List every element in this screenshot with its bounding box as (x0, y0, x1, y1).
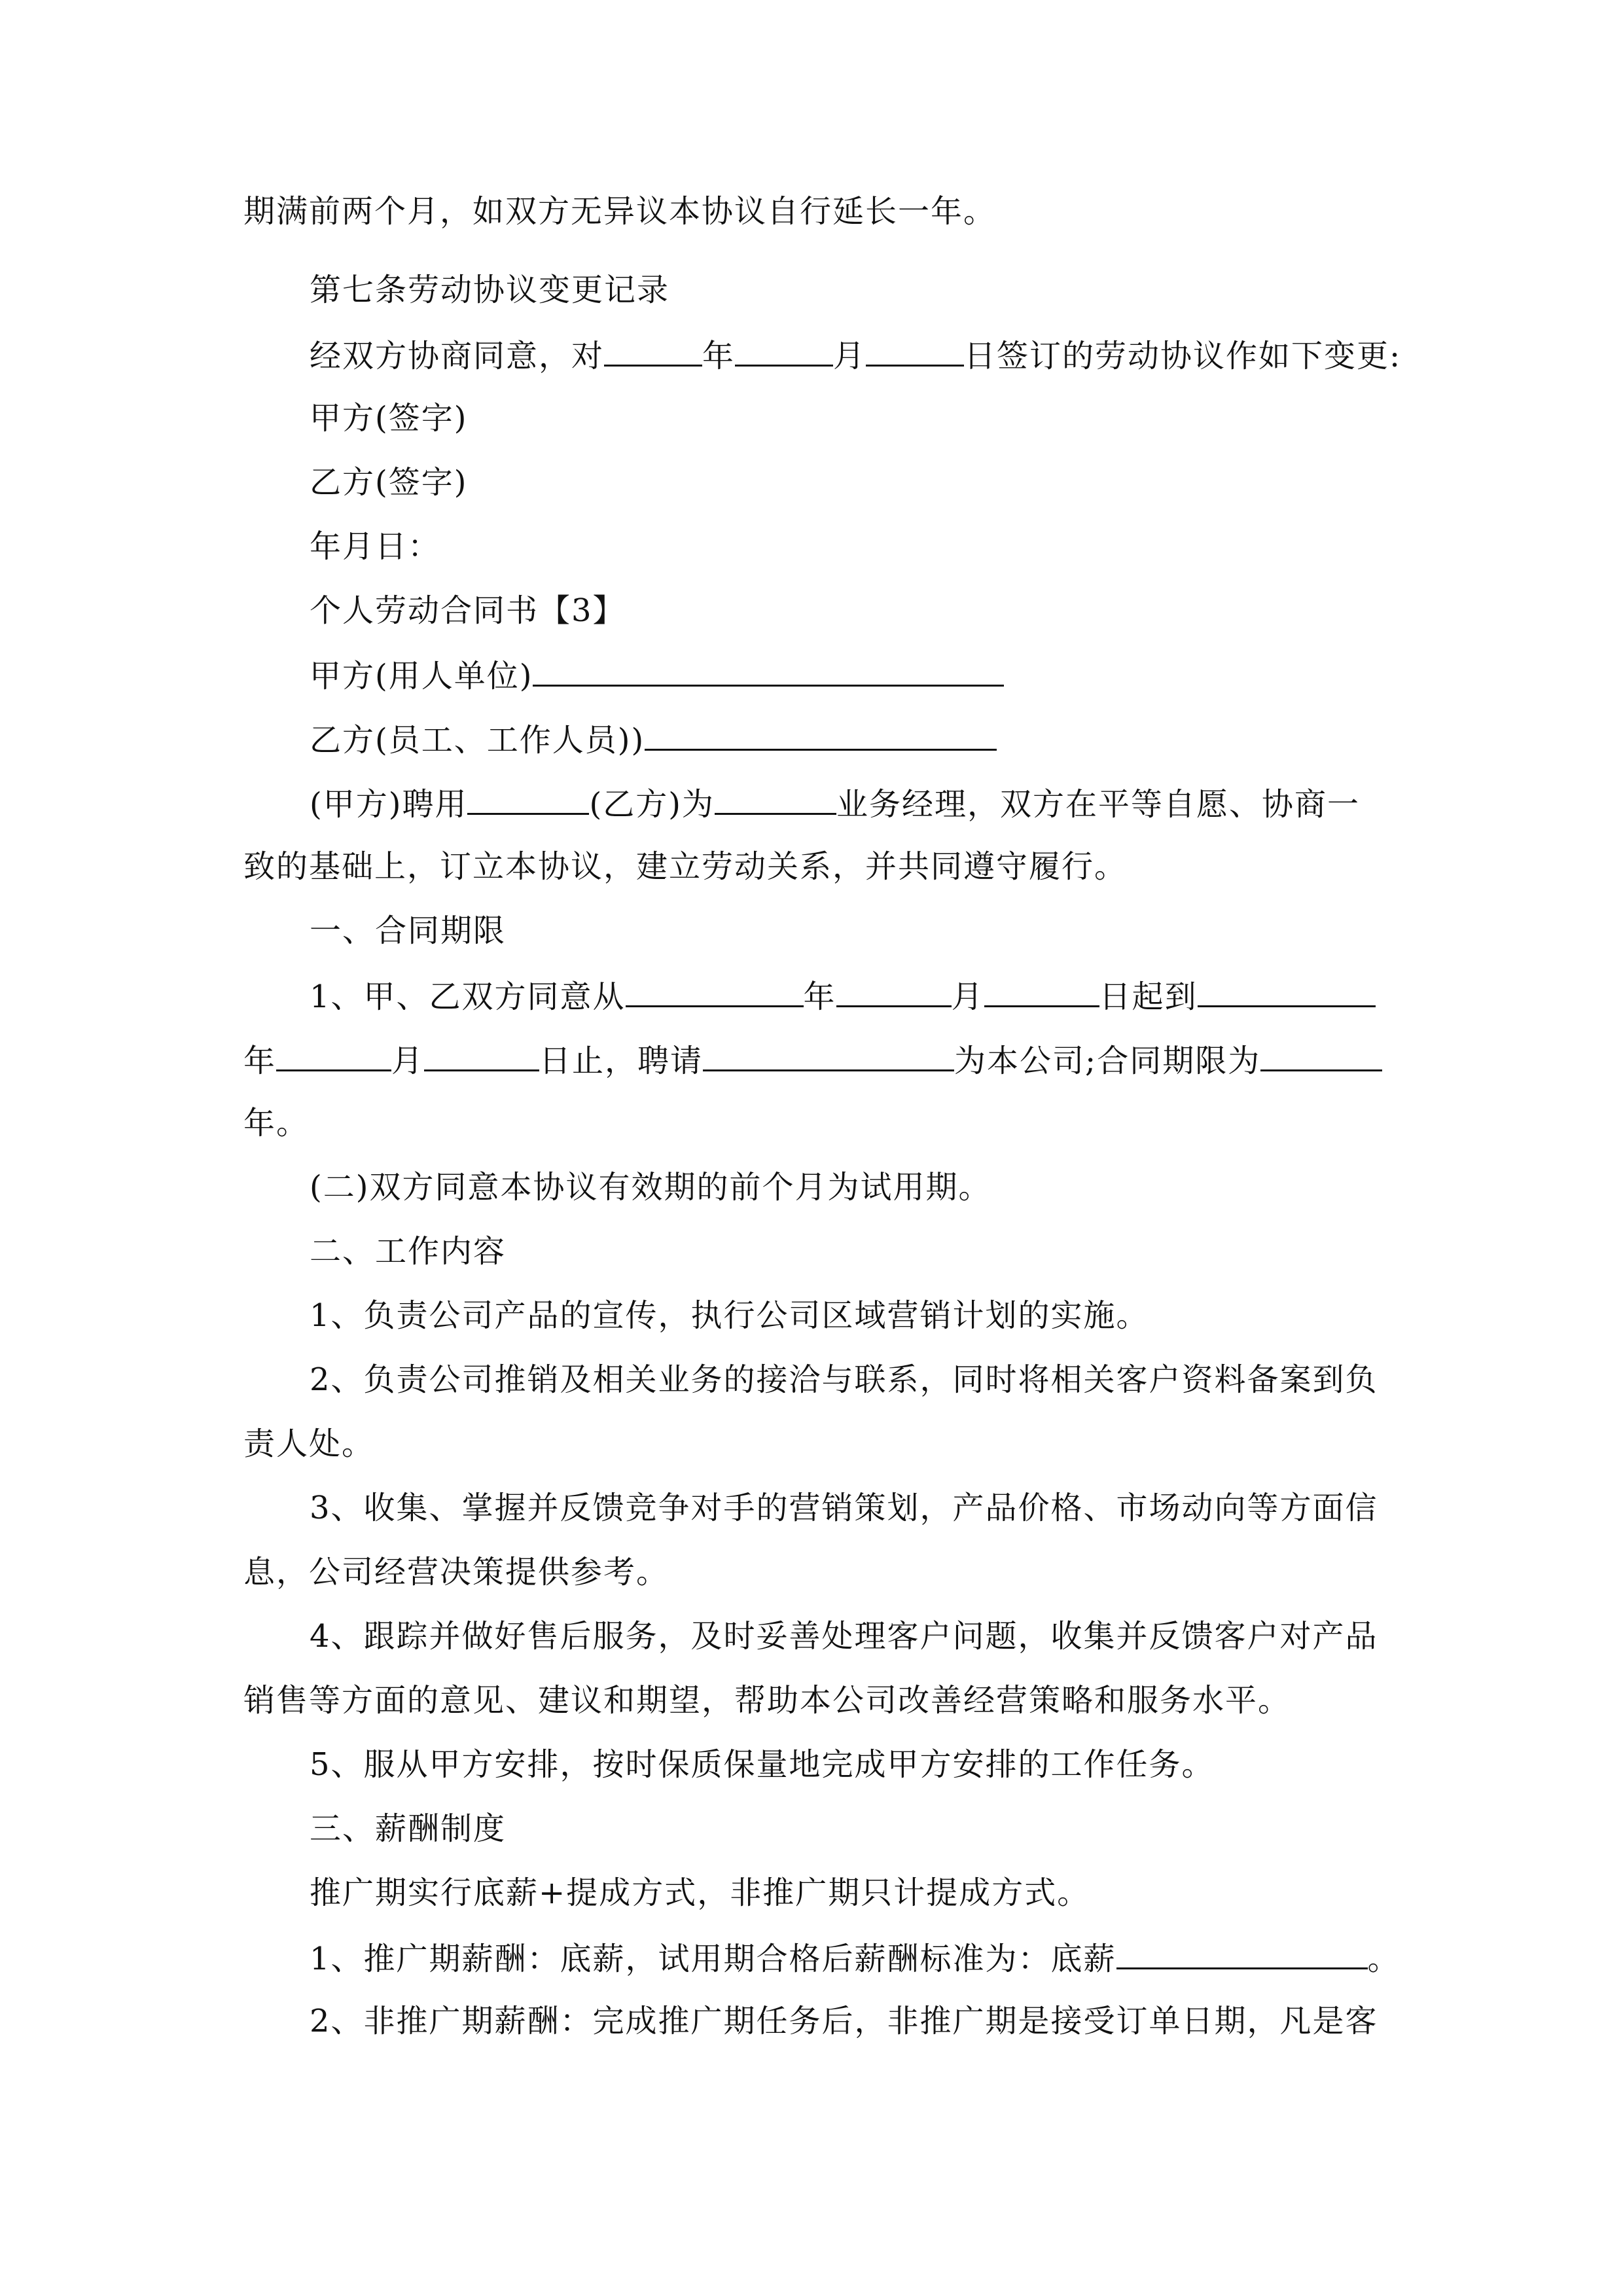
document-title: 个人劳动合同书【3】 (310, 592, 626, 629)
line-text: (乙方)为 (589, 786, 715, 823)
line-text: 1、甲、乙双方同意从 (310, 978, 626, 1015)
paragraph-line: 推广期实行底薪+提成方式，非推广期只计提成方式。 (310, 1874, 1090, 1911)
paragraph-line: 5、服从甲方安排，按时保质保量地完成甲方安排的工作任务。 (310, 1746, 1215, 1783)
signature-line: 乙方(签字) (310, 464, 468, 501)
fill-in-blank (866, 334, 964, 367)
fill-in-blank (1260, 1039, 1382, 1071)
paragraph-line: 期满前两个月，如双方无异议本协议自行延长一年。 (243, 193, 997, 230)
paragraph-line: 年。 (243, 1105, 310, 1141)
paragraph-line: 2、负责公司推销及相关业务的接洽与联系，同时将相关客户资料备案到负 (310, 1361, 1378, 1398)
signature-line: 甲方(签字) (310, 400, 468, 437)
line-text: 1、推广期薪酬：底薪，试用期合格后薪酬标准为：底薪 (310, 1941, 1116, 1977)
fill-in-blank (626, 975, 804, 1007)
line-text: 日止，聘请 (539, 1043, 704, 1079)
fill-in-blank (276, 1039, 391, 1071)
section-heading: 一、合同期限 (310, 912, 507, 949)
paragraph-line: 致的基础上，订立本协议，建立劳动关系，并共同遵守履行。 (243, 848, 1128, 885)
paragraph-line (243, 1039, 1382, 1081)
fill-in-blank (735, 334, 833, 367)
section-heading: 第七条劳动协议变更记录 (310, 272, 670, 308)
paragraph-line (310, 334, 1401, 376)
line-text: 日起到 (1099, 978, 1198, 1015)
party-b-line (310, 719, 997, 760)
fill-in-blank (984, 975, 1099, 1007)
paragraph-line: 1、负责公司产品的宣传，执行公司区域营销计划的实施。 (310, 1297, 1149, 1334)
line-text: 月 (951, 978, 984, 1015)
fill-in-blank (1198, 975, 1376, 1007)
paragraph-line: 销售等方面的意见、建议和期望，帮助本公司改善经营策略和服务水平。 (243, 1682, 1291, 1719)
section-heading: 二、工作内容 (310, 1233, 507, 1270)
paragraph-line: 2、非推广期薪酬：完成推广期任务后，非推广期是接受订单日期，凡是客 (310, 2003, 1378, 2039)
paragraph-line: (二)双方同意本协议有效期的前个月为试用期。 (310, 1169, 991, 1206)
fill-in-blank (533, 655, 1004, 687)
paragraph-line: 3、收集、掌握并反馈竞争对手的营销策划，产品价格、市场动向等方面信 (310, 1490, 1378, 1526)
fill-in-blank (424, 1039, 539, 1071)
date-line: 年月日： (310, 528, 441, 565)
line-text: 年 (803, 978, 836, 1015)
fill-in-blank (1116, 1937, 1368, 1969)
line-text: 日签订的劳动协议作如下变更: (964, 338, 1402, 374)
line-text: 业务经理，双方在平等自愿、协商一 (836, 786, 1360, 823)
fill-in-blank (715, 783, 836, 815)
fill-in-blank (703, 1039, 954, 1071)
line-text: 月 (391, 1043, 425, 1079)
line-text: 乙方(员工、工作人员)) (310, 722, 645, 759)
fill-in-blank (604, 334, 702, 367)
line-text: 甲方(用人单位) (310, 658, 533, 694)
line-text: 月 (833, 338, 866, 374)
paragraph-line: 责人处。 (243, 1426, 375, 1462)
paragraph-line: 息，公司经营决策提供参考。 (243, 1554, 669, 1590)
party-a-line (310, 655, 1004, 696)
paragraph-line (310, 1937, 1400, 1979)
line-text: 。 (1367, 1941, 1400, 1977)
line-text: 年 (702, 338, 736, 374)
paragraph-line (310, 975, 1376, 1016)
fill-in-blank (645, 719, 997, 751)
fill-in-blank (836, 975, 952, 1007)
paragraph-line (310, 783, 1360, 824)
section-heading: 三、薪酬制度 (310, 1810, 507, 1847)
line-text: 年 (243, 1043, 277, 1079)
line-text: 为本公司;合同期限为 (954, 1043, 1261, 1079)
line-text: 经双方协商同意，对 (310, 338, 605, 374)
paragraph-line: 4、跟踪并做好售后服务，及时妥善处理客户问题，收集并反馈客户对产品 (310, 1618, 1378, 1655)
line-text: (甲方)聘用 (310, 786, 468, 823)
fill-in-blank (467, 783, 589, 815)
